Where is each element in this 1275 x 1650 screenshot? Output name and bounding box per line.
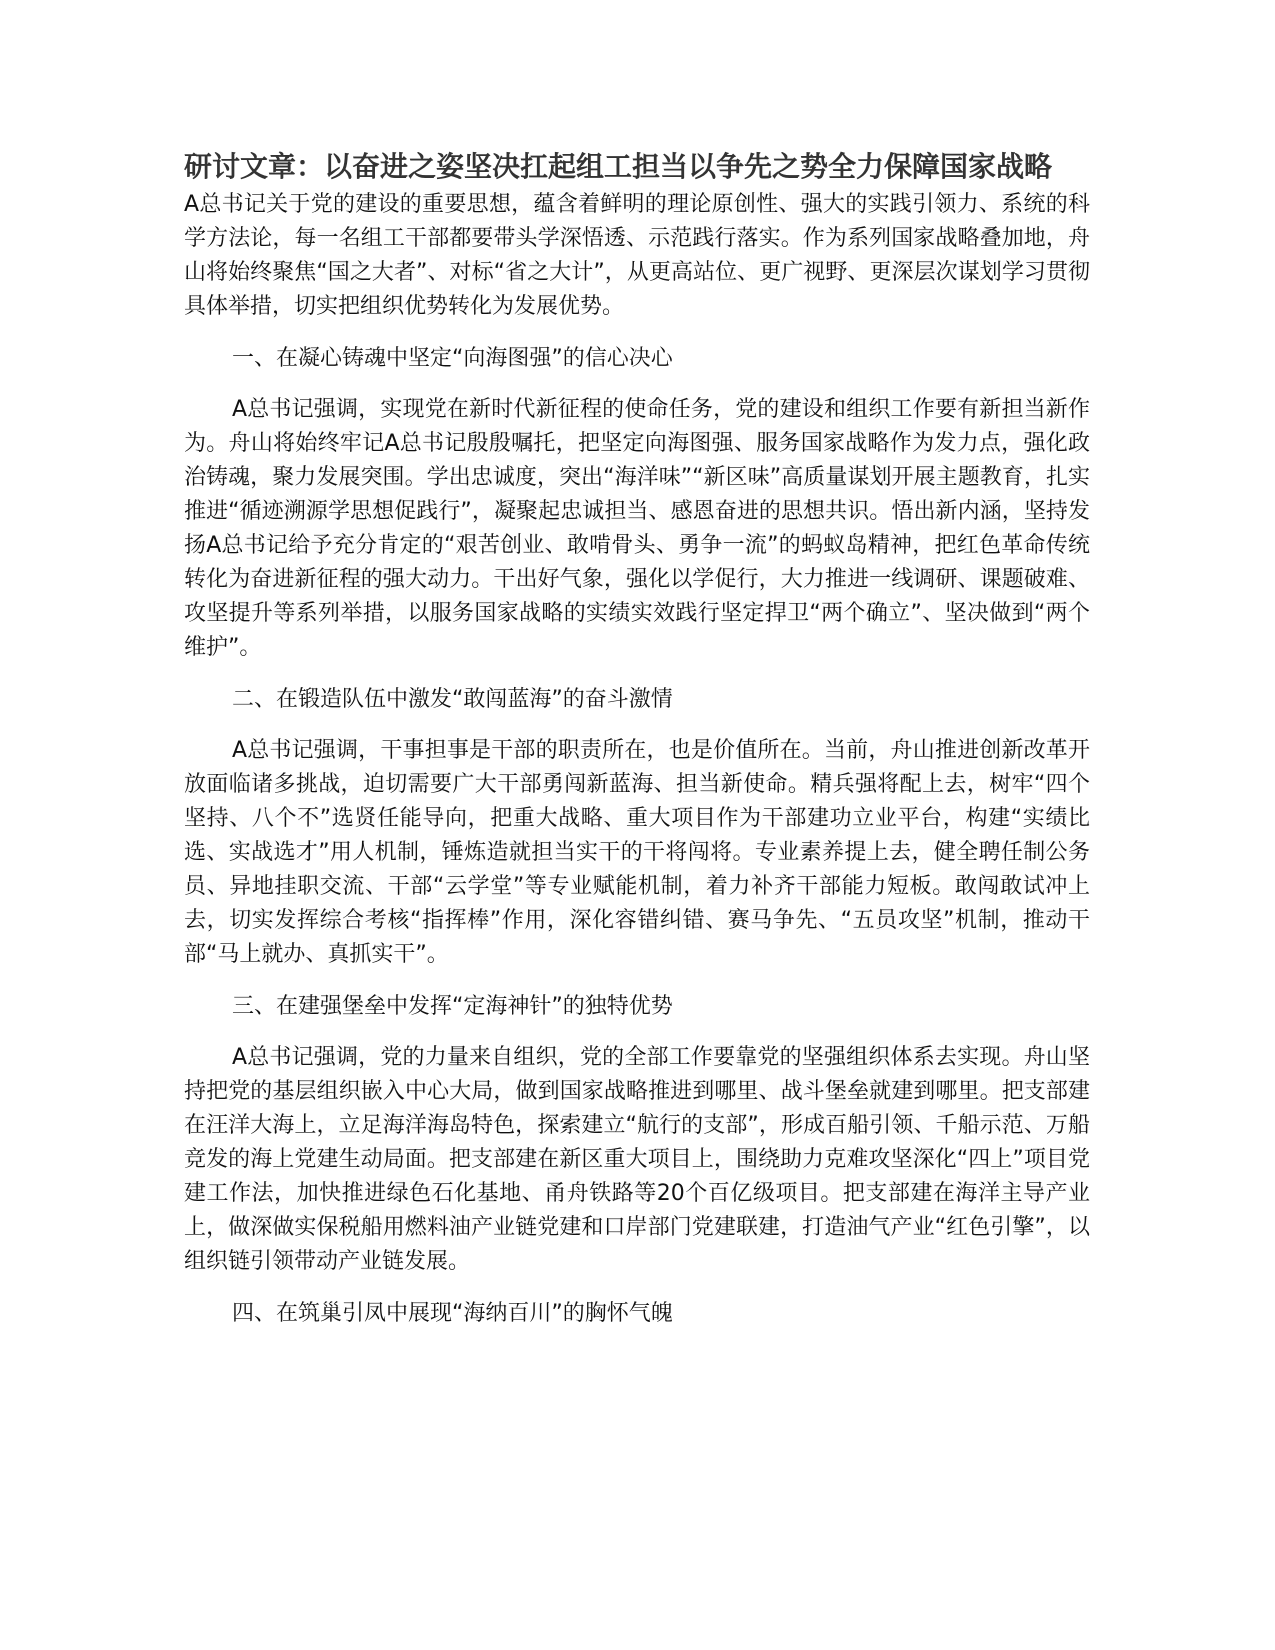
- section-2-heading: 二、在锻造队伍中激发“敢闯蓝海”的奋斗激情: [232, 687, 673, 712]
- section-4-heading: 四、在筑巢引凤中展现“海纳百川”的胸怀气魄: [232, 1301, 673, 1326]
- section-3-heading: 三、在建强堡垒中发挥“定海神针”的独特优势: [232, 994, 673, 1019]
- section-3-body: A总书记强调，党的力量来自组织，党的全部工作要靠党的坚强组织体系去实现。舟山坚持把党的基层组织嵌入中心大局，做到国家战略推进到哪里、战斗堡垒就建到哪里。把支部建在汪洋大海上，立足海洋海岛特色，探索建立“航行的支部”，形成百船引领、千船示范、万船竞发的海上党建生动局面。把支部建在新区重大项目上，围绕助力克难攻坚深化“四上”项目党建工作法，加快推进绿色石化基地、甬舟铁路等20个百亿级项目。把支部建在海洋主导产业上，做深做实保税船用燃料油产业链党建和口岸部门党建联建，打造油气产业“红色引擎”，以组织链引领带动产业链发展。: [184, 1045, 1090, 1274]
- document-page: [184, 148, 1090, 1331]
- section-1-heading: 一、在凝心铸魂中坚定“向海图强”的信心决心: [232, 346, 673, 371]
- document-title: 研讨文章：以奋进之姿坚决扛起组工担当以争先之势全力保障国家战略: [184, 150, 1053, 183]
- section-1-body: A总书记强调，实现党在新时代新征程的使命任务，党的建设和组织工作要有新担当新作为。舟山将始终牢记A总书记殷殷嘱托，把坚定向海图强、服务国家战略作为发力点，强化政治铸魂，聚力发展突围。学出忠诚度，突出“海洋味”“新区味”高质量谋划开展主题教育，扎实推进“循迹溯源学思想促践行”，凝聚起忠诚担当、感恩奋进的思想共识。悟出新内涵，坚持发扬A总书记给予充分肯定的“艰苦创业、敢啃骨头、勇争一流”的蚂蚁岛精神，把红色革命传统转化为奋进新征程的强大动力。干出好气象，强化以学促行，大力推进一线调研、课题破难、攻坚提升等系列举措，以服务国家战略的实绩实效践行坚定捍卫“两个确立”、坚决做到“两个维护”。: [184, 397, 1090, 660]
- section-2-body: A总书记强调，干事担事是干部的职责所在，也是价值所在。当前，舟山推进创新改革开放面临诸多挑战，迫切需要广大干部勇闯新蓝海、担当新使命。精兵强将配上去，树牢“四个坚持、八个不”选贤任能导向，把重大战略、重大项目作为干部建功立业平台，构建“实绩比选、实战选才”用人机制，锤炼造就担当实干的干将闯将。专业素养提上去，健全聘任制公务员、异地挂职交流、干部“云学堂”等专业赋能机制，着力补齐干部能力短板。敢闯敢试冲上去，切实发挥综合考核“指挥棒”作用，深化容错纠错、赛马争先、“五员攻坚”机制，推动干部“马上就办、真抓实干”。: [184, 738, 1090, 967]
- intro-paragraph: A总书记关于党的建设的重要思想，蕴含着鲜明的理论原创性、强大的实践引领力、系统的科学方法论，每一名组工干部都要带头学深悟透、示范践行落实。作为系列国家战略叠加地，舟山将始终聚焦“国之大者”、对标“省之大计”，从更高站位、更广视野、更深层次谋划学习贯彻具体举措，切实把组织优势转化为发展优势。: [184, 192, 1090, 319]
